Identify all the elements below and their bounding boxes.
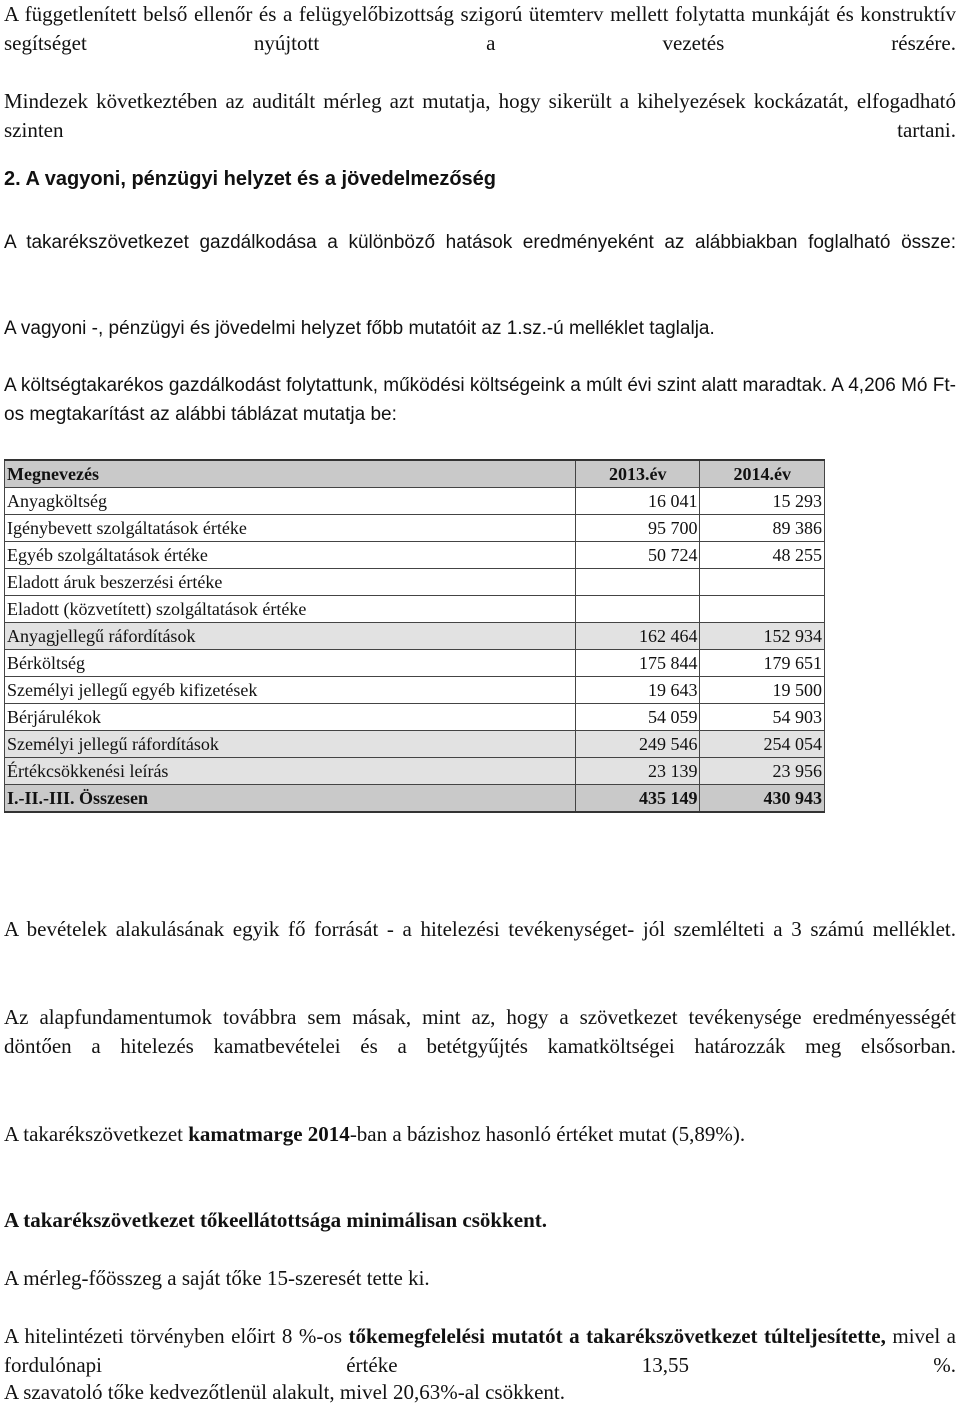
row-2013: 50 724 bbox=[575, 542, 700, 569]
row-name: Anyagjellegű ráfordítások bbox=[5, 623, 576, 650]
row-2013: 19 643 bbox=[575, 677, 700, 704]
row-name: Személyi jellegű ráfordítások bbox=[5, 731, 576, 758]
row-2014: 23 956 bbox=[700, 758, 825, 785]
table-row bbox=[5, 731, 825, 758]
capital-adequacy-tail: mivel a fordulónapi értéke 13,55 %. bbox=[4, 1324, 957, 1377]
table-row bbox=[5, 515, 825, 542]
paragraph-summary-text: A takarékszövetkezet gazdálkodása a különböző hatások eredményeként az alábbiakban foglalható össze: bbox=[4, 232, 956, 253]
total-2013: 435 149 bbox=[575, 785, 700, 813]
row-2013: 95 700 bbox=[575, 515, 700, 542]
row-2013: 162 464 bbox=[575, 623, 700, 650]
table-row bbox=[5, 677, 825, 704]
table-row bbox=[5, 596, 825, 623]
paragraph-indicators: A vagyoni -, pénzügyi és jövedelmi helyzet főbb mutatóit az 1.sz.-ú melléklet taglalja. bbox=[4, 318, 715, 339]
row-name: Egyéb szolgáltatások értéke bbox=[5, 542, 576, 569]
header-2013: 2013.év bbox=[575, 460, 700, 488]
table-total-row bbox=[5, 785, 825, 813]
interest-margin-tail: -ban a bázishoz hasonló értéket mutat (5,89%). bbox=[349, 1122, 746, 1146]
table-header-row bbox=[5, 460, 825, 488]
paragraph-cost-saving-text: A költségtakarékos gazdálkodást folytattunk, működési költségeink a múlt évi szint alatt maradtak. A 4,206 Mó Ft-os megtakarítást az alábbi táblázat mutatja be: bbox=[4, 375, 956, 425]
row-2014: 254 054 bbox=[700, 731, 825, 758]
interest-margin-bold: kamatmarge 2014 bbox=[188, 1122, 350, 1146]
row-2014: 15 293 bbox=[700, 488, 825, 515]
paragraph-revenue bbox=[4, 915, 956, 944]
row-name: Anyagköltség bbox=[5, 488, 576, 515]
row-name: Személyi jellegű egyéb kifizetések bbox=[5, 677, 576, 704]
row-name: Értékcsökkenési leírás bbox=[5, 758, 576, 785]
row-name: Bérjárulékok bbox=[5, 704, 576, 731]
capital-heading-text: A takarékszövetkezet tőkeellátottsága minimálisan csökkent. bbox=[4, 1208, 548, 1232]
header-name: Megnevezés bbox=[5, 460, 576, 488]
paragraph-interest-margin bbox=[4, 1120, 956, 1149]
table-row bbox=[5, 650, 825, 677]
row-2014: 48 255 bbox=[700, 542, 825, 569]
row-2013: 54 059 bbox=[575, 704, 700, 731]
header-2014: 2014.év bbox=[700, 460, 825, 488]
table-row bbox=[5, 569, 825, 596]
interest-margin-lead: A takarékszövetkezet bbox=[4, 1122, 189, 1146]
row-name: Eladott (közvetített) szolgáltatások értéke bbox=[5, 596, 576, 623]
paragraph-cost-saving bbox=[4, 371, 956, 429]
row-2014: 152 934 bbox=[700, 623, 825, 650]
paragraph-audit-text: A függetlenített belső ellenőr és a felügyelőbizottság szigorú ütemterv mellett folytatta munkáját és konstruktív segítséget nyújtott a vezetés részére. bbox=[4, 2, 956, 55]
table-row bbox=[5, 542, 825, 569]
capital-adequacy-lead: A hitelintézeti törvényben előirt 8 %-os bbox=[4, 1324, 349, 1348]
row-2013 bbox=[575, 569, 700, 596]
paragraph-fundamentals bbox=[4, 1003, 956, 1061]
paragraph-audit bbox=[4, 0, 956, 58]
table-row bbox=[5, 488, 825, 515]
row-2014 bbox=[700, 569, 825, 596]
total-2014: 430 943 bbox=[700, 785, 825, 813]
total-name: I.-II.-III. Összesen bbox=[5, 785, 576, 813]
row-2014: 54 903 bbox=[700, 704, 825, 731]
cost-table bbox=[4, 459, 825, 813]
paragraph-own-funds: A szavatoló tőke kedvezőtlenül alakult, mivel 20,63%-al csökkent. bbox=[4, 1380, 566, 1404]
paragraph-capital-heading bbox=[4, 1206, 956, 1235]
paragraph-capital-adequacy bbox=[4, 1322, 956, 1380]
paragraph-balance-total: A mérleg-főösszeg a saját tőke 15-szeresét tette ki. bbox=[4, 1266, 430, 1290]
capital-adequacy-bold: tőkemegfelelési mutatót a takarékszövetkezet túlteljesítette, bbox=[348, 1324, 886, 1348]
row-2013: 175 844 bbox=[575, 650, 700, 677]
row-2013: 23 139 bbox=[575, 758, 700, 785]
row-name: Eladott áruk beszerzési értéke bbox=[5, 569, 576, 596]
table-row bbox=[5, 704, 825, 731]
section-heading: 2. A vagyoni, pénzügyi helyzet és a jövedelmezőség bbox=[4, 168, 497, 190]
row-2014: 179 651 bbox=[700, 650, 825, 677]
row-2013: 249 546 bbox=[575, 731, 700, 758]
row-2014: 19 500 bbox=[700, 677, 825, 704]
paragraph-revenue-text: A bevételek alakulásának egyik fő forrását - a hitelezési tevékenységet- jól szemlélteti a 3 számú melléklet. bbox=[4, 917, 956, 941]
table-row bbox=[5, 758, 825, 785]
row-2014: 89 386 bbox=[700, 515, 825, 542]
row-2013: 16 041 bbox=[575, 488, 700, 515]
row-2013 bbox=[575, 596, 700, 623]
row-name: Bérköltség bbox=[5, 650, 576, 677]
paragraph-balance-text: Mindezek következtében az auditált mérleg azt mutatja, hogy sikerült a kihelyezések kockázatát, elfogadható szinten tartani. bbox=[4, 89, 956, 142]
table-row bbox=[5, 623, 825, 650]
paragraph-fundamentals-text: Az alapfundamentumok továbbra sem másak, mint az, hogy a szövetkezet tevékenysége eredményességét döntően a hitelezés kamatbevételei és a betétgyűjtés kamatköltségei határozzák meg elsősorban. bbox=[4, 1005, 956, 1058]
paragraph-summary bbox=[4, 228, 956, 257]
paragraph-balance bbox=[4, 87, 956, 145]
row-name: Igénybevett szolgáltatások értéke bbox=[5, 515, 576, 542]
row-2014 bbox=[700, 596, 825, 623]
